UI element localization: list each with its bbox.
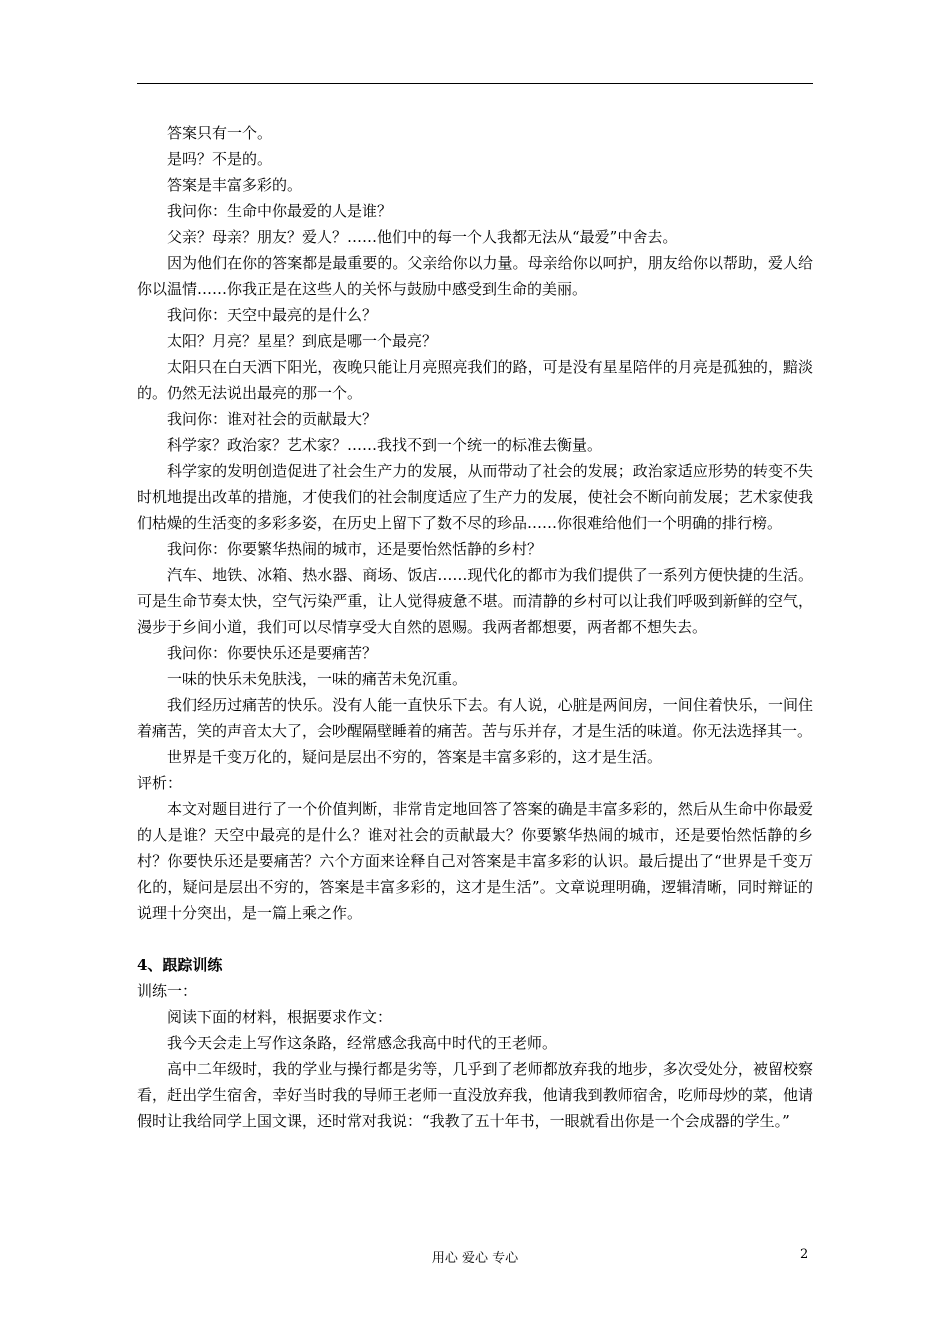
paragraph: 世界是千变万化的，疑问是层出不穷的，答案是丰富多彩的，这才是生活。	[167, 748, 663, 766]
paragraph: 我今天会走上写作这条路，经常感念我高中时代的王老师。	[167, 1034, 558, 1052]
paragraph: 答案是丰富多彩的。	[167, 176, 303, 194]
paragraph: 太阳？月亮？星星？到底是哪一个最亮？	[167, 332, 438, 350]
footer-motto: 用心 爱心 专心	[431, 1251, 519, 1266]
paragraph: 科学家的发明创造促进了社会生产力的发展，从而带动了社会的发展；政治家适应形势的转变不失时机地提出改革的措施，才使我们的社会制度适应了生产力的发展，使社会不断向前发展；艺术家使我们枯燥的生活变的多彩多姿，在历史上留下了数不尽的珍品……你很难给他们一个明确的排行榜。	[137, 462, 813, 532]
page-number: 2	[800, 1247, 809, 1262]
paragraph: 我问你：你要繁华热闹的城市，还是要怡然恬静的乡村？	[167, 540, 543, 558]
paragraph: 训练一：	[137, 982, 198, 1000]
document-body	[137, 120, 813, 1134]
paragraph: 我问你：天空中最亮的是什么？	[167, 306, 378, 324]
section-heading: 4、跟踪训练	[137, 956, 223, 974]
paragraph: 阅读下面的材料，根据要求作文：	[167, 1008, 393, 1026]
essay-text	[137, 120, 813, 926]
paragraph: 一味的快乐未免肤浅，一味的痛苦未免沉重。	[167, 670, 468, 688]
paragraph: 太阳只在白天洒下阳光，夜晚只能让月亮照亮我们的路，可是没有星星陪伴的月亮是孤独的，黯淡的。仍然无法说出最亮的那一个。	[137, 358, 813, 402]
paragraph: 本文对题目进行了一个价值判断，非常肯定地回答了答案的确是丰富多彩的，然后从生命中你最爱的人是谁？天空中最亮的是什么？谁对社会的贡献最大？你要繁华热闹的城市，还是要怡然恬静的乡村？你要快乐还是要痛苦？六个方面来诠释自己对答案是丰富多彩的认识。最后提出了“世界是千变万化的，疑问是层出不穷的，答案是丰富多彩的，这才是生活”。文章说理明确，逻辑清晰，同时辩证的说理十分突出，是一篇上乘之作。	[137, 800, 813, 922]
paragraph: 评析：	[137, 774, 183, 792]
paragraph: 科学家？政治家？艺术家？……我找不到一个统一的标准去衡量。	[167, 436, 603, 454]
paragraph: 汽车、地铁、冰箱、热水器、商场、饭店……现代化的都市为我们提供了一系列方便快捷的生活。可是生命节奏太快，空气污染严重，让人觉得疲惫不堪。而清静的乡村可以让我们呼吸到新鲜的空气，漫步于乡间小道，我们可以尽情享受大自然的恩赐。我两者都想要，两者都不想失去。	[137, 566, 813, 636]
paragraph: 我们经历过痛苦的快乐。没有人能一直快乐下去。有人说，心脏是两间房，一间住着快乐，一间住着痛苦，笑的声音太大了，会吵醒隔壁睡着的痛苦。苦与乐并存，才是生活的味道。你无法选择其一。	[137, 696, 813, 740]
paragraph: 我问你：生命中你最爱的人是谁？	[167, 202, 393, 220]
training-text	[137, 978, 813, 1134]
paragraph: 因为他们在你的答案都是最重要的。父亲给你以力量。母亲给你以呵护，朋友给你以帮助，爱人给你以温情……你我正是在这些人的关怀与鼓励中感受到生命的美丽。	[137, 254, 813, 298]
paragraph: 我问你：你要快乐还是要痛苦？	[167, 644, 378, 662]
paragraph: 是吗？不是的。	[167, 150, 273, 168]
paragraph: 答案只有一个。	[167, 124, 273, 142]
header-rule	[137, 83, 813, 84]
paragraph: 高中二年级时，我的学业与操行都是劣等，几乎到了老师都放弃我的地步，多次受处分，被留校察看，赶出学生宿舍，幸好当时我的导师王老师一直没放弃我，他请我到教师宿舍，吃师母炒的菜，他请假时让我给同学上国文课，还时常对我说：“我教了五十年书，一眼就看出你是一个会成器的学生。”	[137, 1060, 813, 1130]
paragraph: 我问你：谁对社会的贡献最大？	[167, 410, 378, 428]
paragraph: 父亲？母亲？朋友？爱人？……他们中的每一个人我都无法从“最爱”中舍去。	[167, 228, 678, 246]
